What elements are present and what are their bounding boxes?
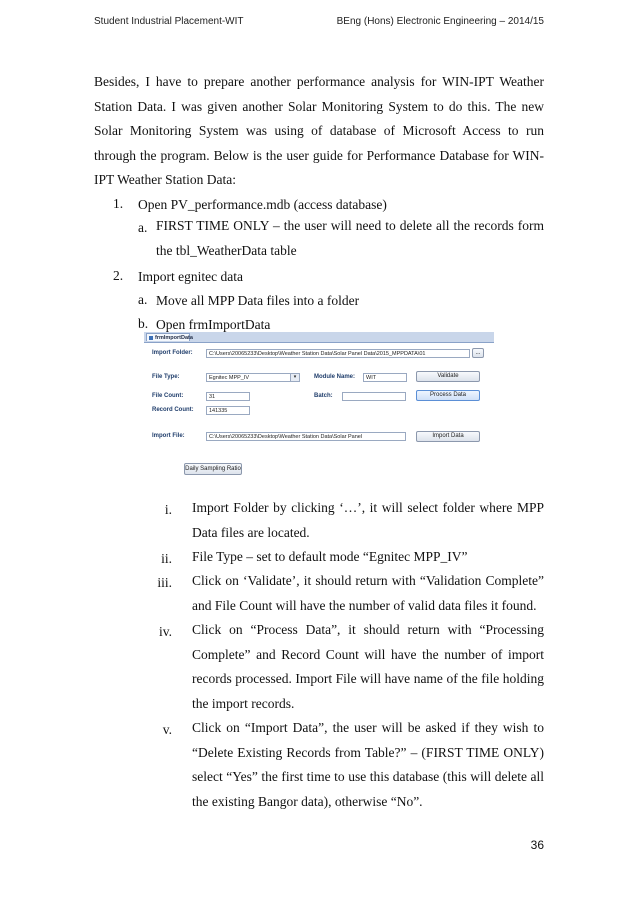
roman-v-number: v.: [162, 722, 172, 737]
step-2-text: Import egnitec data: [138, 269, 243, 284]
record-count-field[interactable]: 141335: [206, 406, 250, 415]
roman-iii-text: Click on ‘Validate’, it should return with “Validation Complete” and File Count will have the number of valid data files it found.: [192, 573, 544, 613]
process-data-button[interactable]: Process Data: [416, 390, 480, 401]
file-count-label: File Count:: [152, 393, 184, 399]
browse-folder-button[interactable]: ...: [472, 348, 484, 358]
file-count-field[interactable]: 31: [206, 392, 250, 401]
chevron-down-icon[interactable]: ▾: [290, 374, 299, 381]
roman-v-text: Click on “Import Data”, the user will be asked if they wish to “Delete Existing Records from Table?” – (FIRST TIME ONLY) select “Yes” the first time to use this database (this will delete all the existing Bangor data), otherwise “No”.: [192, 720, 544, 809]
step-2-number: 2.: [113, 268, 124, 283]
batch-field[interactable]: [342, 392, 406, 401]
tab-frmimportdata[interactable]: [146, 333, 193, 341]
substep-2b-text: Open frmImportData: [156, 317, 271, 332]
import-folder-field[interactable]: C:\Users\20065233\Desktop\Weather Station Data\Solar Panel Data\2015_MPPDATA\01: [206, 349, 470, 358]
batch-label: Batch:: [314, 393, 333, 399]
intro-paragraph: Besides, I have to prepare another performance analysis for WIN-IPT Weather Station Data. I was given another Solar Monitoring System to do this. The new Solar Monitoring System was using of database of Microsoft Access to run through the program. Below is the user guide for Performance Database for WIN-IPT Weather Station Data:: [94, 74, 544, 188]
roman-i-number: i.: [164, 502, 172, 517]
step-1-number: 1.: [113, 196, 124, 211]
roman-ii-text: File Type – set to default mode “Egnitec MPP_IV”: [192, 549, 468, 564]
substep-1a-letter: a.: [138, 220, 148, 235]
substep-2a-letter: a.: [138, 292, 148, 307]
record-count-label: Record Count:: [152, 407, 194, 413]
file-type-select[interactable]: [206, 373, 300, 382]
file-type-value: Egnitec MPP_IV: [209, 375, 250, 381]
roman-i-text: Import Folder by clicking ‘…’, it will select folder where MPP Data files are located.: [192, 500, 544, 540]
module-name-field[interactable]: WIT: [363, 373, 407, 382]
import-folder-label: Import Folder:: [152, 350, 193, 356]
import-data-button[interactable]: Import Data: [416, 431, 480, 442]
substep-1a-text: FIRST TIME ONLY – the user will need to delete all the records form the tbl_WeatherData table: [156, 218, 544, 258]
import-data-form-screenshot: [144, 332, 494, 477]
module-name-label: Module Name:: [314, 374, 356, 380]
form-tab-bar: [144, 332, 494, 343]
roman-iv-number: iv.: [159, 624, 172, 639]
file-type-label: File Type:: [152, 374, 180, 380]
substep-2a-text: Move all MPP Data files into a folder: [156, 293, 360, 308]
header-right: BEng (Hons) Electronic Engineering – 2014/15: [336, 16, 544, 27]
roman-ii-number: ii.: [161, 551, 172, 566]
daily-sampling-ratio-button[interactable]: Daily Sampling Ratio: [184, 463, 242, 475]
roman-iii-number: iii.: [157, 575, 172, 590]
tab-label: frmImportData: [155, 335, 193, 341]
step-1-text: Open PV_performance.mdb (access database): [138, 197, 387, 212]
substep-2b-letter: b.: [138, 316, 149, 331]
form-icon: [149, 336, 153, 340]
roman-iv-text: Click on “Process Data”, it should return with “Processing Complete” and Record Count will have the number of import records processed. Import File will have name of the file holding the import records.: [192, 622, 544, 711]
header-left: Student Industrial Placement-WIT: [94, 16, 244, 27]
validate-button[interactable]: Validate: [416, 371, 480, 382]
import-file-label: Import File:: [152, 433, 185, 439]
page-number: 36: [530, 838, 544, 852]
import-file-field[interactable]: C:\Users\20065233\Desktop\Weather Station Data\Solar Panel: [206, 432, 406, 441]
